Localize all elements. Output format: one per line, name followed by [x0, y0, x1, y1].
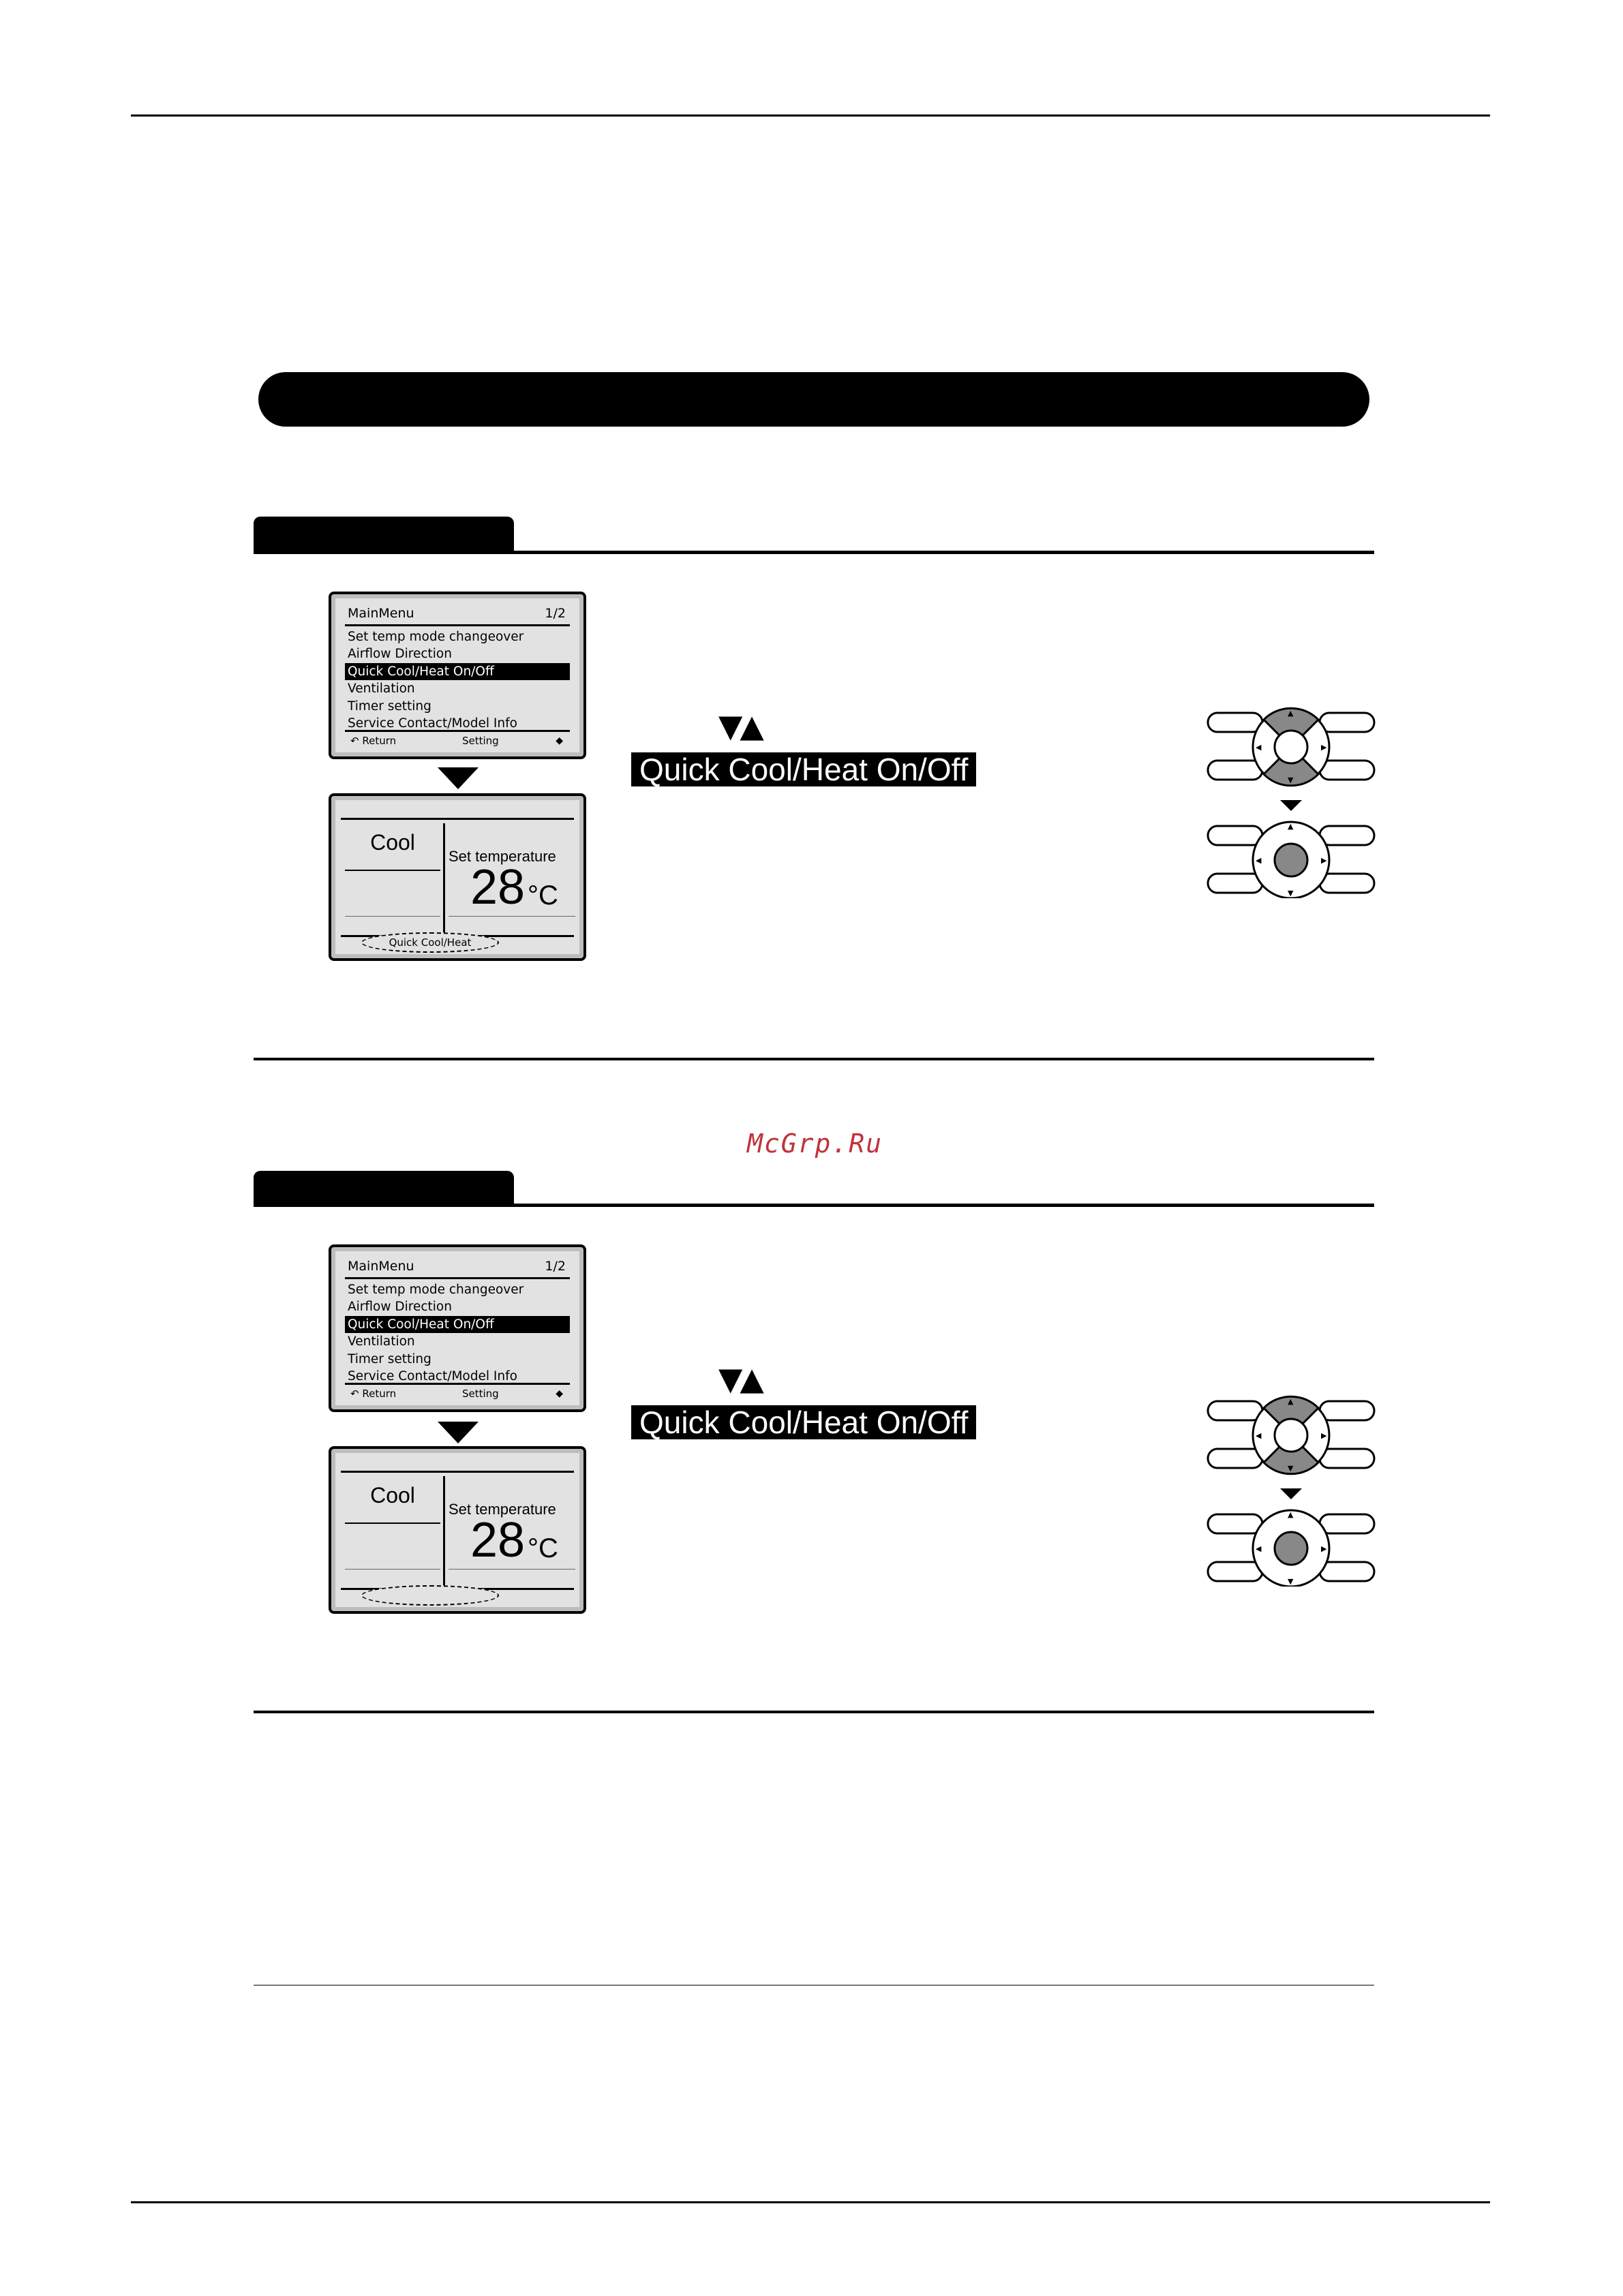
down-arrow-icon: [1280, 800, 1302, 811]
section-2-bottom-rule: [254, 1711, 1374, 1713]
svg-text:▶: ▶: [1321, 1431, 1327, 1440]
section-1-tab: [254, 517, 514, 552]
footer-return: ↶ Return: [350, 1388, 397, 1400]
svg-text:▼: ▼: [1288, 889, 1294, 898]
menu-item-ventilation[interactable]: Ventilation: [348, 682, 415, 697]
section-2-rule: [254, 1204, 1374, 1207]
footer-setting: Setting: [462, 1388, 499, 1400]
arrow-down-icon: [438, 1422, 479, 1443]
down-up-arrows-icon: ▼▲: [718, 707, 761, 744]
temperature-unit: °C: [528, 1533, 558, 1563]
menu-item-set-temp-mode[interactable]: Set temp mode changeover: [348, 630, 524, 644]
svg-text:◀: ◀: [1256, 856, 1262, 865]
set-temperature-label: Set temperature: [449, 848, 556, 865]
main-menu-screen-1: [329, 592, 586, 759]
menu-item-timer-setting[interactable]: Timer setting: [348, 699, 431, 714]
svg-text:▶: ▶: [1321, 856, 1327, 865]
menu-item-airflow-direction[interactable]: Airflow Direction: [348, 647, 452, 662]
quick-cool-heat-label: Quick Cool/Heat On/Off: [631, 1405, 976, 1439]
return-icon: ↶: [350, 735, 359, 747]
top-rule: [131, 114, 1490, 117]
svg-text:◀: ◀: [1256, 1544, 1262, 1553]
svg-text:▲: ▲: [1288, 1397, 1294, 1406]
section-2-tab: [254, 1171, 514, 1206]
svg-text:▼: ▼: [1288, 1464, 1294, 1473]
remote-lower: [1208, 822, 1374, 898]
svg-text:▶: ▶: [1321, 743, 1327, 752]
svg-text:◀: ◀: [1256, 1431, 1262, 1440]
return-icon: ↶: [350, 1388, 359, 1400]
up-down-arrows-icon: ◆: [556, 735, 563, 746]
lower-rule: [254, 1985, 1374, 1986]
main-menu-screen-2: [329, 1244, 586, 1412]
quick-cool-heat-indicator-off: [361, 1585, 499, 1606]
quick-cool-heat-label: Quick Cool/Heat On/Off: [631, 752, 976, 786]
up-down-arrows-icon: ◆: [556, 1388, 563, 1399]
status-screen-2: [329, 1446, 586, 1614]
menu-item-list: [345, 628, 570, 732]
menu-item-airflow-direction[interactable]: Airflow Direction: [348, 1300, 452, 1315]
menu-item-quick-cool-heat[interactable]: Quick Cool/Heat On/Off: [345, 1316, 570, 1333]
operation-mode: Cool: [370, 1483, 415, 1507]
down-up-arrows-icon: ▼▲: [718, 1360, 761, 1397]
footer-rule: [131, 2201, 1490, 2203]
arrow-down-icon: [438, 767, 479, 789]
svg-text:▲: ▲: [1288, 1510, 1294, 1519]
temperature-value: 28: [470, 1513, 526, 1567]
menu-item-ventilation[interactable]: Ventilation: [348, 1334, 415, 1349]
operation-mode: Cool: [370, 830, 415, 855]
remote-upper: [1208, 708, 1374, 786]
footer-setting: Setting: [462, 735, 499, 747]
menu-page-number: 1/2: [545, 1259, 566, 1274]
quick-cool-heat-indicator: Quick Cool/Heat: [361, 932, 499, 953]
menu-item-service-contact[interactable]: Service Contact/Model Info: [348, 1368, 517, 1383]
svg-text:▲: ▲: [1288, 709, 1294, 718]
footer-return: ↶ Return: [350, 735, 397, 747]
svg-text:▲: ▲: [1288, 822, 1294, 831]
svg-text:▼: ▼: [1288, 1577, 1294, 1586]
menu-page-number: 1/2: [545, 606, 566, 621]
remote-buttons-diagram-1: [1205, 706, 1377, 898]
section-header-bar: [258, 372, 1369, 427]
section-1-rule: [254, 551, 1374, 554]
menu-item-service-contact[interactable]: Service Contact/Model Info: [348, 716, 517, 731]
svg-text:◀: ◀: [1256, 743, 1262, 752]
menu-title: MainMenu: [348, 1259, 414, 1274]
menu-item-set-temp-mode[interactable]: Set temp mode changeover: [348, 1283, 524, 1297]
menu-item-quick-cool-heat[interactable]: Quick Cool/Heat On/Off: [345, 663, 570, 680]
temperature-unit: °C: [528, 881, 558, 910]
menu-title: MainMenu: [348, 606, 414, 621]
watermark: McGrp.Ru: [747, 1129, 883, 1159]
menu-item-timer-setting[interactable]: Timer setting: [348, 1351, 431, 1366]
section-1-bottom-rule: [254, 1058, 1374, 1060]
temperature-value: 28: [470, 860, 526, 915]
menu-item-list: [345, 1281, 570, 1385]
status-screen-1: [329, 793, 586, 961]
svg-text:▼: ▼: [1288, 776, 1294, 784]
set-temperature-label: Set temperature: [449, 1501, 556, 1518]
remote-buttons-diagram-2: [1205, 1394, 1377, 1587]
svg-text:▶: ▶: [1321, 1544, 1327, 1553]
